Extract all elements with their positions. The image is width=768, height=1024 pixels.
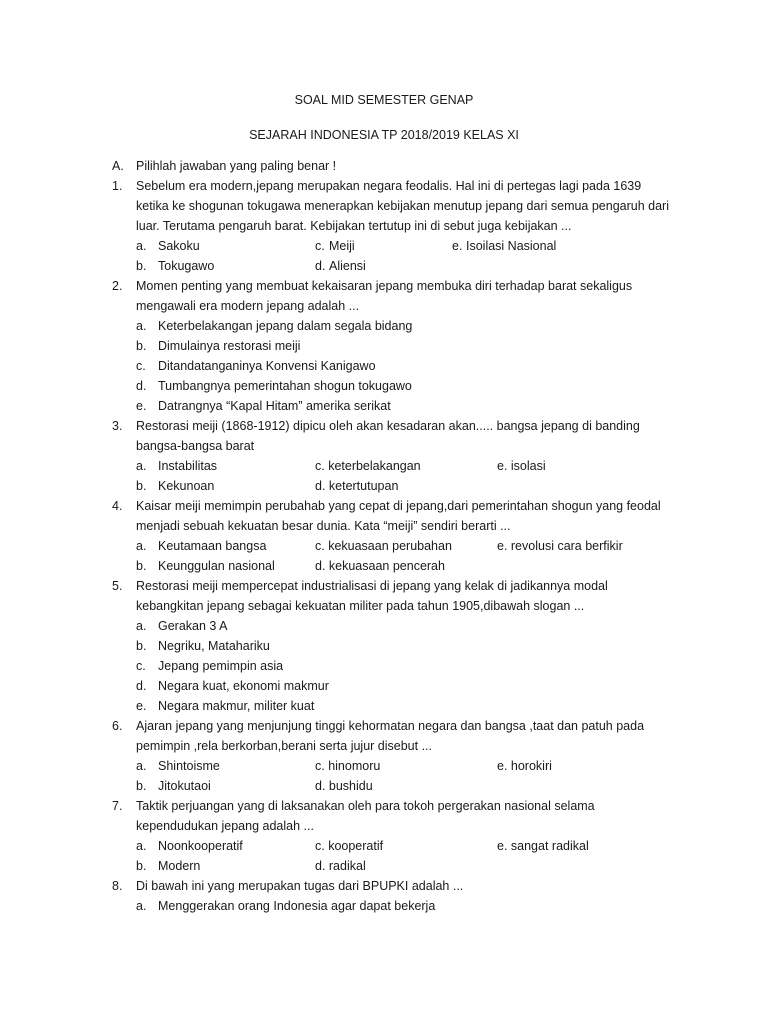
option-letter: d.	[315, 259, 326, 273]
option-text: Negriku, Matahariku	[158, 639, 270, 653]
question-text-line: kebangkitan jepang sebagai kekuatan militer pada tahun 1905,dibawah slogan ...	[136, 599, 585, 613]
option-letter: a.	[136, 459, 147, 473]
question-number: 1.	[112, 179, 123, 193]
question-number: 3.	[112, 419, 123, 433]
question-number: 4.	[112, 499, 123, 513]
document-title: SOAL MID SEMESTER GENAP	[294, 93, 474, 107]
question-text-line: mengawali era modern jepang adalah ...	[136, 299, 360, 313]
question-number: 8.	[112, 879, 123, 893]
option-text: d. bushidu	[315, 779, 373, 793]
option-letter: d.	[136, 679, 147, 693]
option-letter: b.	[136, 339, 147, 353]
option-text: e. horokiri	[497, 759, 552, 773]
option-text: c. hinomoru	[315, 759, 381, 773]
section-marker: A.	[112, 159, 124, 173]
option-text: Tokugawo	[158, 259, 215, 273]
option-letter: a.	[136, 239, 147, 253]
option-letter: a.	[136, 619, 147, 633]
question-text-line: Restorasi meiji mempercepat industrialisasi di jepang yang kelak di jadikannya modal	[136, 579, 608, 593]
question-number: 6.	[112, 719, 123, 733]
question-number: 7.	[112, 799, 123, 813]
question-text-line: Restorasi meiji (1868-1912) dipicu oleh akan kesadaran akan..... bangsa jepang di banding	[136, 419, 640, 433]
option-text: Kekunoan	[158, 479, 215, 493]
option-text: Negara makmur, militer kuat	[158, 699, 315, 713]
option-letter: a.	[136, 899, 147, 913]
option-text: Keutamaan bangsa	[158, 539, 267, 553]
option-letter: b.	[136, 259, 147, 273]
option-text: c. kooperatif	[315, 839, 384, 853]
option-text: d. ketertutupan	[315, 479, 399, 493]
option-text: Tumbangnya pemerintahan shogun tokugawo	[158, 379, 412, 393]
question-text-line: bangsa-bangsa barat	[136, 439, 255, 453]
option-letter: c.	[315, 239, 325, 253]
option-text: d. kekuasaan pencerah	[315, 559, 445, 573]
question-text-line: Momen penting yang membuat kekaisaran jepang membuka diri terhadap barat sekaligus	[136, 279, 633, 293]
option-letter: b.	[136, 639, 147, 653]
option-text: c. kekuasaan perubahan	[315, 539, 452, 553]
option-text: Instabilitas	[158, 459, 218, 473]
option-letter: d.	[136, 379, 147, 393]
option-text: Ditandatanganinya Konvensi Kanigawo	[158, 359, 376, 373]
question-text-line: menjadi sebuah kekuatan besar dunia. Kata “meiji” sendiri berarti ...	[136, 519, 511, 533]
option-letter: a.	[136, 319, 147, 333]
option-letter: e.	[452, 239, 463, 253]
option-text: e. isolasi	[497, 459, 546, 473]
option-text: Aliensi	[329, 259, 366, 273]
option-text: Meiji	[329, 239, 355, 253]
question-text-line: Ajaran jepang yang menjunjung tinggi kehormatan negara dan bangsa ,taat dan patuh pada	[136, 719, 645, 733]
option-letter: b.	[136, 859, 147, 873]
question-text-line: luar. Terutama pengaruh barat. Kebijakan tertutup ini di sebut juga kebijakan ...	[136, 219, 572, 233]
question-text-line: pemimpin ,rela berkorban,berani serta jujur disebut ...	[136, 739, 432, 753]
option-letter: a.	[136, 839, 147, 853]
option-text: Noonkooperatif	[158, 839, 243, 853]
question-text-line: ketika ke shogunan tokugawa menerapkan kebijakan menutup jepang dari semua pengaruh dari	[136, 199, 669, 213]
option-text: Gerakan 3 A	[158, 619, 228, 633]
option-letter: e.	[136, 699, 147, 713]
option-text: Sakoku	[158, 239, 200, 253]
option-text: e. revolusi cara berfikir	[497, 539, 623, 553]
question-number: 5.	[112, 579, 123, 593]
option-text: d. radikal	[315, 859, 366, 873]
option-letter: c.	[136, 359, 146, 373]
section-instruction: Pilihlah jawaban yang paling benar !	[136, 159, 337, 173]
option-letter: b.	[136, 559, 147, 573]
question-number: 2.	[112, 279, 123, 293]
option-text: Negara kuat, ekonomi makmur	[158, 679, 329, 693]
question-text-line: kependudukan jepang adalah ...	[136, 819, 314, 833]
option-text: Datrangnya “Kapal Hitam” amerika serikat	[158, 399, 391, 413]
question-text-line: Sebelum era modern,jepang merupakan negara feodalis. Hal ini di pertegas lagi pada 1639	[136, 179, 642, 193]
option-text: e. sangat radikal	[497, 839, 589, 853]
option-letter: a.	[136, 759, 147, 773]
question-text-line: Di bawah ini yang merupakan tugas dari BPUPKI adalah ...	[136, 879, 464, 893]
option-text: Jepang pemimpin asia	[158, 659, 284, 673]
question-text-line: Taktik perjuangan yang di laksanakan oleh para tokoh pergerakan nasional selama	[136, 799, 595, 813]
option-text: Dimulainya restorasi meiji	[158, 339, 301, 353]
option-text: Modern	[158, 859, 201, 873]
document-subtitle: SEJARAH INDONESIA TP 2018/2019 KELAS XI	[249, 128, 519, 142]
option-text: Keunggulan nasional	[158, 559, 275, 573]
option-text: Shintoisme	[158, 759, 220, 773]
option-text: Isoilasi Nasional	[466, 239, 557, 253]
option-letter: a.	[136, 539, 147, 553]
option-text: c. keterbelakangan	[315, 459, 421, 473]
option-text: Menggerakan orang Indonesia agar dapat bekerja	[158, 899, 436, 913]
option-text: Keterbelakangan jepang dalam segala bidang	[158, 319, 413, 333]
option-letter: c.	[136, 659, 146, 673]
question-text-line: Kaisar meiji memimpin perubahab yang cepat di jepang,dari pemerintahan shogun yang feodal	[136, 499, 661, 513]
option-letter: e.	[136, 399, 147, 413]
option-letter: b.	[136, 779, 147, 793]
option-text: Jitokutaoi	[158, 779, 211, 793]
option-letter: b.	[136, 479, 147, 493]
